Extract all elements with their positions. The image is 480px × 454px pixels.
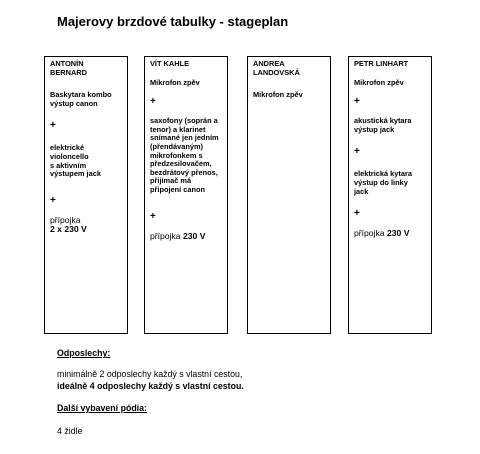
instrument-line: předzesilovačem, — [150, 159, 212, 169]
equipment-item: 4 židle — [57, 426, 83, 436]
performer-name: ANDREA LANDOVSKÁ — [253, 59, 300, 77]
instrument-line: bezdrátový přenos, — [150, 167, 218, 177]
monitors-ideal: ideálně 4 odposlechy každý s vlastní cestou. — [57, 381, 244, 391]
instrument-line: mikrofonkem s — [150, 150, 203, 160]
power-value: 230 V — [182, 230, 206, 241]
instrument-line: Mikrofon zpěv — [354, 77, 404, 87]
performer-name: ANTONÍN BERNARD — [50, 59, 87, 77]
instrument-line: (přendávaným) — [150, 141, 203, 151]
plus-sign: + — [354, 208, 360, 220]
instrument-line: akustická kytara — [354, 116, 412, 126]
power-label: přípojka — [354, 228, 385, 239]
instrument-line: violoncello — [50, 151, 89, 161]
instrument-line: s aktivním — [50, 160, 87, 170]
instrument-line: saxofony (soprán a — [150, 116, 218, 126]
power-value: 2 x 230 V — [50, 224, 87, 235]
power-line — [354, 229, 431, 239]
plus-sign: + — [50, 120, 56, 132]
stage-column-andrea-landovska — [247, 56, 331, 334]
page-title: Majerovy brzdové tabulky - stageplan — [57, 14, 289, 29]
performer-name: VÍT KAHLE — [150, 59, 190, 68]
stage-column-antonin-bernard — [44, 56, 128, 334]
equipment-heading: Další vybavení pódia: — [57, 403, 147, 413]
power-label: přípojka — [150, 230, 181, 241]
instrument-line: jack — [354, 186, 369, 196]
plus-sign: + — [50, 194, 56, 206]
instrument-line: připojení canon — [150, 184, 206, 194]
instrument-line: přijímač má — [150, 176, 192, 186]
power-value: 230 V — [386, 228, 410, 239]
stage-column-vit-kahle — [144, 56, 228, 334]
monitors-minimum: minimálně 2 odposlechy každý s vlastní cestou, — [57, 369, 243, 379]
instrument-line: výstup do linky — [354, 177, 408, 187]
instrument-line: tenor) a klarinet — [150, 124, 206, 134]
instrument-line: snímané jen jedním — [150, 133, 219, 143]
instrument-line: Baskytara kombo — [50, 90, 112, 100]
plus-sign: + — [150, 210, 156, 222]
instrument-line: elektrické — [50, 143, 85, 153]
plus-sign: + — [150, 96, 156, 108]
performer-name: PETR LINHART — [354, 59, 409, 68]
instrument-line: elektrická kytara — [354, 169, 412, 179]
plus-sign: + — [354, 96, 360, 108]
instrument-line: výstupem jack — [50, 169, 101, 179]
power-line — [150, 232, 227, 242]
instrument-line: Mikrofon zpěv — [150, 77, 200, 87]
monitors-heading: Odposlechy: — [57, 348, 111, 358]
instrument-line: výstup jack — [354, 124, 395, 134]
plus-sign: + — [354, 146, 360, 158]
power-label: přípojka — [50, 214, 81, 225]
instrument-line: výstup canon — [50, 98, 98, 108]
instrument-line: Mikrofon zpěv — [253, 90, 303, 100]
stage-column-petr-linhart — [348, 56, 432, 334]
